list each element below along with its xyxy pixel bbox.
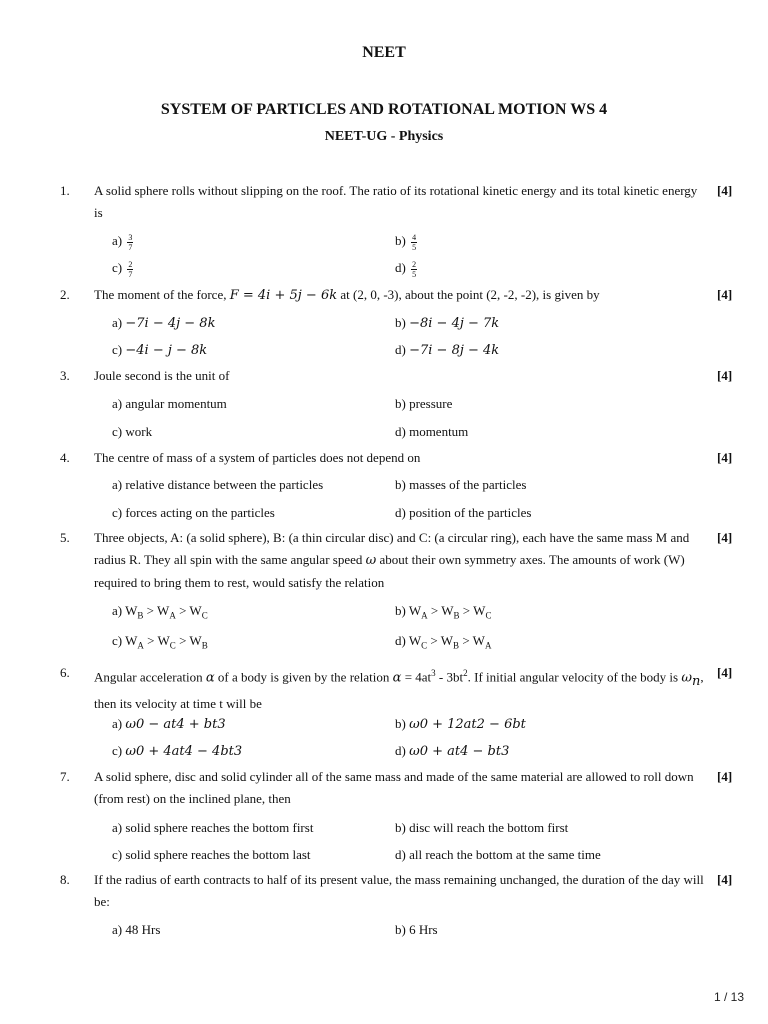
q5-option-d[interactable]: d) $W_C > W_B > W_A$ (395, 633, 492, 651)
q4-option-b[interactable]: b) masses of the particles (395, 477, 527, 492)
force-vector: F = 4i + 5j − 6k (229, 288, 338, 303)
question-number: 3. (60, 368, 70, 383)
question-number: 7. (60, 769, 70, 784)
q3-option-d[interactable]: d) momentum (395, 424, 469, 439)
q1-option-c[interactable]: c) $\frac{2}{7}$ (112, 259, 133, 279)
fraction: $\frac{3}{7}$ (128, 232, 133, 252)
q1-option-a[interactable]: a) $\frac{3}{7}$ (112, 232, 133, 252)
question-marks: [4] (717, 665, 733, 680)
question-marks: [4] (717, 183, 733, 198)
q2-option-c[interactable]: c) −4i − j − 8k (112, 342, 208, 358)
q3-option-b[interactable]: b) pressure (395, 396, 453, 411)
q6-option-c[interactable]: c) ω0 + 4at4 − 4bt3 (112, 743, 243, 759)
question-marks: [4] (717, 368, 733, 383)
q1-option-b[interactable]: b) $\frac{4}{5}$ (395, 232, 417, 252)
q4-option-c[interactable]: c) forces acting on the particles (112, 505, 275, 520)
worksheet-subtitle: NEET-UG - Physics (324, 129, 444, 144)
question-marks: [4] (717, 450, 733, 465)
page-indicator: 1 / 13 (713, 990, 744, 1004)
q3-option-a[interactable]: a) angular momentum (112, 396, 227, 411)
question-number: 2. (60, 287, 70, 302)
question-text: If the radius of earth contracts to half of its present value, the mass remaining unchanged, the duration of the day will be: (94, 872, 704, 909)
q5-option-b[interactable]: b) $W_A > W_B > W_C$ (395, 603, 492, 621)
fraction: $\frac{4}{5}$ (412, 232, 417, 252)
q8-option-a[interactable]: a) 48 Hrs (112, 922, 161, 937)
question-marks: [4] (717, 287, 733, 302)
question-text: A solid sphere rolls without slipping on the roof. The ratio of its rotational kinetic energy and its total kinetic energy is (94, 183, 698, 220)
q8-option-b[interactable]: b) 6 Hrs (395, 922, 438, 937)
question-marks: [4] (717, 530, 733, 545)
q7-option-a[interactable]: a) solid sphere reaches the bottom first (112, 820, 314, 835)
question-number: 8. (60, 872, 70, 887)
question-text: Three objects, A: (a solid sphere), B: (a thin circular disc) and C: (a circular ring), each have the same mass M and radius R. They all spin with the same angular speed ω about their own symmetry axes. The amounts of work (W) required to bring them to rest, would satisfy the relation (94, 530, 690, 590)
q7-option-c[interactable]: c) solid sphere reaches the bottom last (112, 847, 311, 862)
q4-option-a[interactable]: a) relative distance between the particles (112, 477, 324, 492)
worksheet-title: SYSTEM OF PARTICLES AND ROTATIONAL MOTION WS 4 (160, 101, 608, 118)
question-marks: [4] (717, 769, 733, 784)
q7-option-b[interactable]: b) disc will reach the bottom first (395, 820, 569, 835)
q6-option-a[interactable]: a) ω0 − at4 + bt3 (112, 716, 226, 732)
q5-option-a[interactable]: a) $W_B > W_A > W_C$ (112, 603, 208, 621)
question-text: The centre of mass of a system of particles does not depend on (94, 450, 421, 465)
question-text: The moment of the force, F = 4i + 5j − 6k at (2, 0, -3), about the point (2, -2, -2), is given by (94, 287, 600, 303)
q2-option-b[interactable]: b) −8i − 4j − 7k (395, 315, 500, 331)
q7-option-d[interactable]: d) all reach the bottom at the same time (395, 847, 601, 862)
q2-option-d[interactable]: d) −7i − 8j − 4k (395, 342, 500, 358)
q6-option-d[interactable]: d) ω0 + at4 − bt3 (395, 743, 510, 759)
q3-option-c[interactable]: c) work (112, 424, 153, 439)
omega-symbol: ω (365, 553, 377, 568)
exam-name: NEET (362, 44, 406, 61)
question-number: 4. (60, 450, 70, 465)
question-number: 1. (60, 183, 70, 198)
question-marks: [4] (717, 872, 733, 887)
q6-option-b[interactable]: b) ω0 + 12at2 − 6bt (395, 716, 526, 732)
question-text: Angular acceleration α of a body is given by the relation $\alpha = 4at^3 - 3bt^2$. If initial angular velocity of the body is $\omega_n$, then its velocity at time t will be (94, 668, 704, 711)
question-text: A solid sphere, disc and solid cylinder all of the same mass and made of the same material are allowed to roll down (from rest) on the inclined plane, then (94, 769, 694, 806)
question-text: Joule second is the unit of (94, 368, 230, 383)
question-number: 5. (60, 530, 70, 545)
q4-option-d[interactable]: d) position of the particles (395, 505, 532, 520)
fraction: $\frac{2}{5}$ (412, 259, 417, 279)
question-number: 6. (60, 665, 70, 680)
q1-option-d[interactable]: d) $\frac{2}{5}$ (395, 259, 417, 279)
q5-option-c[interactable]: c) $W_A > W_C > W_B$ (112, 633, 208, 651)
fraction: $\frac{2}{7}$ (128, 259, 133, 279)
q2-option-a[interactable]: a) −7i − 4j − 8k (112, 315, 216, 331)
